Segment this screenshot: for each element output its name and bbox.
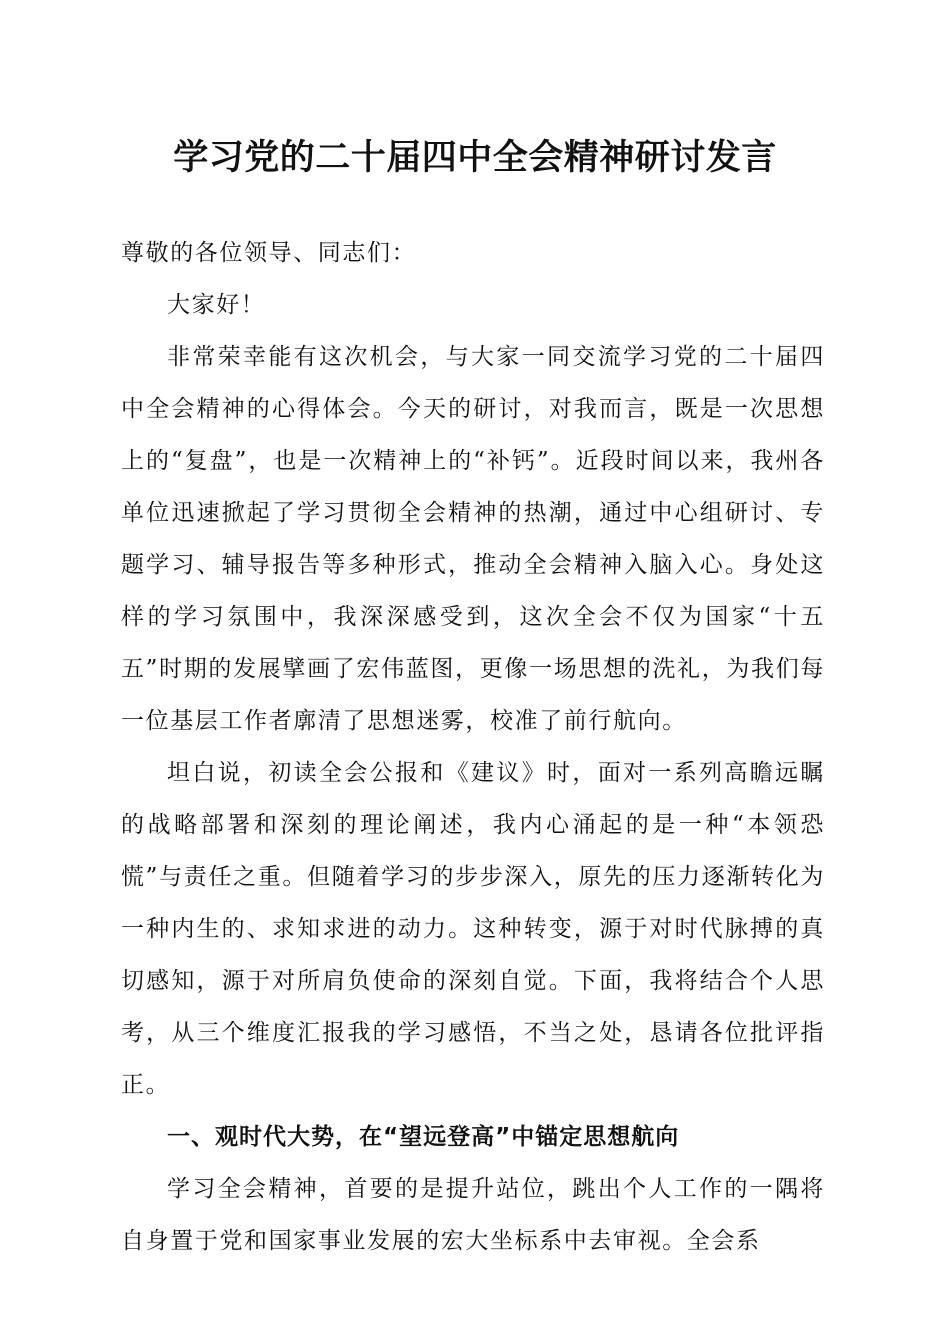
paragraph-opening: 非常荣幸能有这次机会，与大家一同交流学习党的二十届四中全会精神的心得体会。今天的研讨，对我而言，既是一次思想上的“复盘”，也是一次精神上的“补钙”。近段时间以来，我州各单位迅速掀起了学习贯彻全会精神的热潮，通过中心组研讨、专题学习、辅导报告等多种形式，推动全会精神入脑入心。身处这样的学习氛围中，我深深感受到，这次全会不仅为国家“十五五”时期的发展擘画了宏伟蓝图，更像一场思想的洗礼，为我们每一位基层工作者廓清了思想迷雾，校准了前行航向。 [121, 344, 825, 734]
document-title: 学习党的二十届四中全会精神研讨发言 [173, 137, 777, 178]
document-body [121, 227, 825, 1267]
salutation: 尊敬的各位领导、同志们： [121, 240, 417, 266]
section-heading: 一、观时代大势，在“望远登高”中锚定思想航向 [167, 1124, 680, 1150]
paragraph-frankly: 坦白说，初读全会公报和《建议》时，面对一系列高瞻远瞩的战略部署和深刻的理论阐述，我内心涌起的是一种“本领恐慌”与责任之重。但随着学习的步步深入，原先的压力逐渐转化为一种内生的、求知求进的动力。这种转变，源于对时代脉搏的真切感知，源于对所肩负使命的深刻自觉。下面，我将结合个人思考，从三个维度汇报我的学习感悟，不当之处，恳请各位批评指正。 [121, 760, 825, 1098]
section-paragraph: 学习全会精神，首要的是提升站位，跳出个人工作的一隅将自身置于党和国家事业发展的宏大坐标系中去审视。全会系 [121, 1176, 825, 1254]
greeting: 大家好！ [167, 292, 266, 318]
